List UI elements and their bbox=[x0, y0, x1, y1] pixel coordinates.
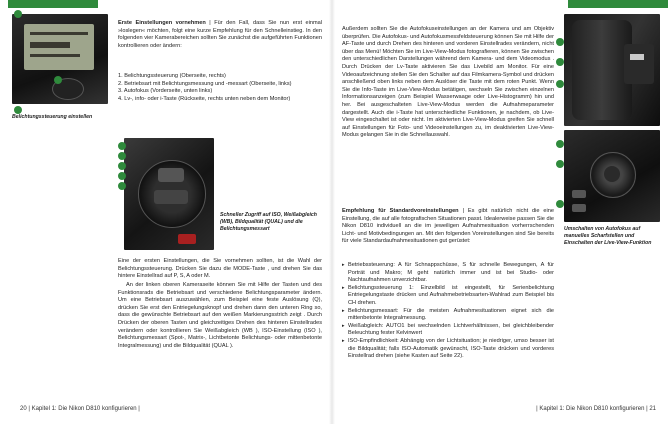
right-footer: | Kapitel 1: Die Nikon D810 konfigurieren | 21 bbox=[536, 406, 656, 412]
paragraph-empfehlung bbox=[342, 208, 554, 246]
callout-13-icon bbox=[556, 160, 564, 168]
numbered-list bbox=[118, 73, 322, 103]
list-item: ▸ Belichtungssteuerung 1: Einzelbild ist eingestellt, für Serienbelichtung Entriegelungstaste drücken und Aufnahmebetriebsarten-Wahlrad zum Beispiel bis CH drehen. bbox=[342, 285, 554, 308]
callout-10-icon bbox=[556, 58, 564, 66]
paragraph-autofokus: Außerdem sollten Sie die Autofokuseinstellungen an der Kamera und am Objektiv überprüfen. Die Autofokus- und Autofokusmessfeldsteuerung können Sie mit Hilfe der AF-Taste und durch Drehen des hinteren und vorderen Einstellrades verändern, nicht über das Menü! Möchten Sie im Live-View-Modus fotografieren, können Sie zwischen den unterschiedlichen Darstellungen während dem Kamera- und dem Videomodus . Durch Drücken der Lv-Taste aktivieren Sie das Livebild am Monitor. Für eine Videoaufzeichnung stellen Sie den Schalter auf das Filmkamera-Symbol und drücken anschließend oben links neben dem Auslöser die Taste mit dem roten Punkt. Wenn Sie die Info-Taste im Live-View-Modus betätigen, wechseln Sie zwischen einzelnen Informationsanzeigen (zum Beispiel Wasserwaage oder Live-Histogramm) hin und her. Bei ausgeschalteten Live-View-Modus werden die Aufnahmeparameter dargestellt. Auch die i-Taste hat unterschiedliche Funktionen, je nachdem, ob Live-View eingeschaltet ist oder nicht. Im aktivierten Live-View-Modus greifen Sie schnell auf Einstellungen für Foto- und Videoeinstellungen zu, im deaktivierten Live-View-Modus gelangen Sie in die Schnellauswahl. bbox=[342, 26, 554, 139]
empfehlung-text: | Es gibt natürlich nicht die eine Einstellung, die auf alle fotografischen Situationen passt. Idealerweise passen Sie die Nikon D810 individuell an die im jeweiligen Aufnahmesituation vorherrschenden Licht- und Motivbedingungen an. Mit den folgenden Voreinstellungen sind Sie bereits für viele Standardaufnahmesituationen gut gerüstet: bbox=[342, 208, 555, 245]
callout-14-icon bbox=[556, 200, 564, 208]
caption-dial: Schneller Zugriff auf ISO, Weißabgleich (WB), Bildqualität (QUAL) und die Belichtungsmessart bbox=[220, 212, 317, 232]
lens-af-switch-photo bbox=[564, 14, 660, 126]
mode-dial-photo bbox=[124, 138, 214, 250]
left-page bbox=[8, 0, 326, 424]
intro-text: | Für den Fall, dass Sie nun erst einmal »loslegen« möchten, folgt eine kurze Empfehlung für den Schnelleinstieg. In den folgenden vier Kamerabereichen sollten Sie zunächst die aufgeführten Funktionen kontrollieren oder ändern: bbox=[118, 20, 322, 49]
callout-4-icon bbox=[118, 142, 126, 150]
right-page bbox=[342, 0, 660, 424]
settings-bullet-list bbox=[342, 262, 554, 361]
section-heading-2: Empfehlung für Standardvoreinstellungen bbox=[342, 208, 459, 214]
callout-5-icon bbox=[118, 152, 126, 160]
camera-back-photo bbox=[564, 130, 660, 222]
list-item: ▸ Belichtungsmessart: Für die meisten Aufnahmesituationen eignet sich die mittenbetonte Integralmessung. bbox=[342, 308, 554, 323]
book-gutter bbox=[329, 0, 335, 424]
paragraph-betriebsart: An der linken oberen Kameraseite können Sie mit Hilfe der Tasten und des Funktionsrads die Betriebsart und verschiedene Belichtungsparameter ändern. Um eine Betriebsart auszuwählen, zum Beispiel eine feste Auslösung (Q), drücken Sie erst den Entriegelungsknopf und drehen dann den unteren Ring so, dass die gewünschte Betriebsart auf den weißen Markierungsstrich zeigt . Durch Drücken der oberen Tasten und gleichzeitiges Drehen des hinteren Einstellrades verändern oder kontrollieren Sie Weißabgleich (WB ), ISO-Einstellung (ISO ), Belichtungsmessart (Spot-, Matrix-, Lichtbetonte Belichtungs- oder mittenbetonte Integralmessung) und die Bildqualität (QUAL ). bbox=[118, 282, 322, 349]
callout-8-icon bbox=[118, 182, 126, 190]
list-item: 3. Autofokus (Vorderseite, unten links) bbox=[118, 88, 213, 95]
callout-12-icon bbox=[556, 140, 564, 148]
paragraph-belichtung: Eine der ersten Einstellungen, die Sie vornehmen sollten, ist die Wahl der Belichtungssteuerung. Drücken Sie dazu die MODE-Taste , und drehen Sie das hintere Einstellrad auf P, S, A oder M. bbox=[118, 258, 322, 280]
callout-6-icon bbox=[118, 162, 126, 170]
caption-af: Umschalten von Autofokus auf manuelles Scharfstellen und Einschalten der Live-View-Funktion bbox=[564, 226, 652, 246]
intro-paragraph bbox=[118, 20, 322, 50]
caption-belichtungssteuerung: Belichtungssteuerung einstellen bbox=[12, 114, 93, 120]
left-footer: 20 | Kapitel 1: Die Nikon D810 konfigurieren | bbox=[20, 406, 140, 412]
callout-9-icon bbox=[556, 38, 564, 46]
right-header-bar bbox=[568, 0, 668, 8]
callout-7-icon bbox=[118, 172, 126, 180]
list-item: 4. Lv-, info- oder i-Taste (Rückseite, rechts unten neben dem Monitor) bbox=[118, 95, 291, 102]
camera-top-lcd-photo bbox=[12, 14, 108, 104]
section-heading: Erste Einstellungen vornehmen bbox=[118, 20, 206, 26]
list-item: ▸ ISO-Empfindlichkeit: Abhängig von der Lichtsituation; je niedriger, umso besser ist die Bildqualität; falls ISO-Automatik gewünscht, ISO-Taste drücken und vorderes Einstellrad drehen (siehe Kasten auf Seite 22). bbox=[342, 338, 554, 361]
list-item: 2. Betriebsart mit Belichtungsmessung und -messart (Oberseite, links) bbox=[118, 80, 292, 87]
callout-11-icon bbox=[556, 80, 564, 88]
list-item: ▸ Betriebssteuerung: A für Schnappschüsse, S für schnelle Bewegungen, A für Porträt und Makro; M geht natürlich immer und ist bei Studio- oder Nachtaufnahmen unverzichtbar. bbox=[342, 262, 554, 285]
left-header-bar bbox=[8, 0, 98, 8]
callout-3-icon bbox=[14, 106, 22, 114]
list-item: ▸ Weißabgleich: AUTO1 bei wechselnden Lichtverhältnissen, bei gleichbleibender Beleuchtung fester Kelvinwert bbox=[342, 323, 554, 338]
callout-1-icon bbox=[14, 10, 22, 18]
callout-2-icon bbox=[54, 76, 62, 84]
list-item: 1. Belichtungssteuerung (Oberseite, rechts) bbox=[118, 73, 226, 79]
